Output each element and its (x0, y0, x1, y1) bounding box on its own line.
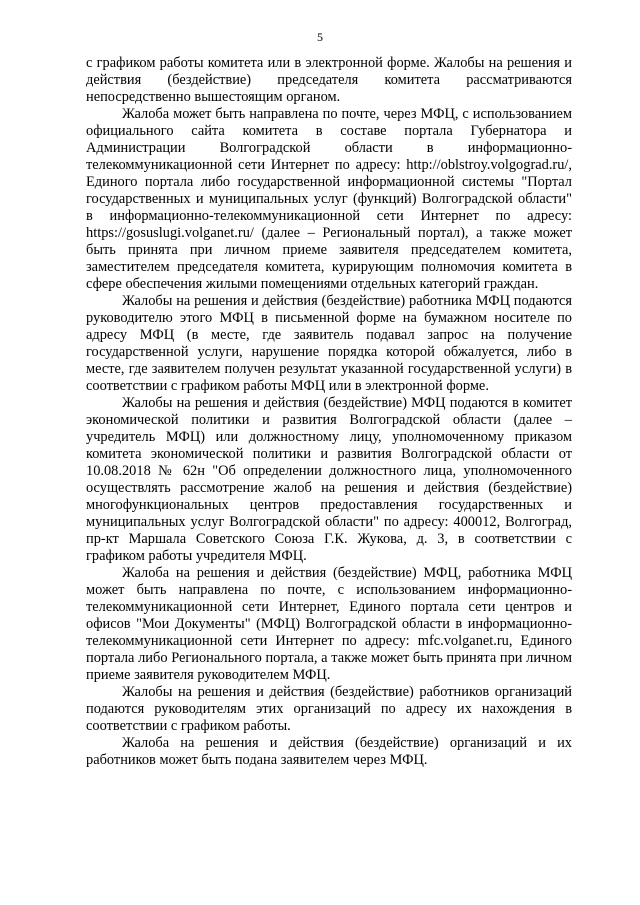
paragraph-2: Жалоба может быть направлена по почте, через МФЦ, с использованием официального сайта комитета в составе портала Губернатора и Администрации Волгоградской области в информационно-телекоммуникационной сети Интернет по адресу: http://oblstroy.volgograd.ru/, Единого портала либо государственной информационной системы "Портал государственных и муниципальных услуг (функций) Волгоградской области" в информационно-телекоммуникационной сети Интернет по адресу: https://gosuslugi.volganet.ru/ (далее – Региональный портал), а также может быть принята при личном приеме заявителя председателем комитета, заместителем председателя комитета, курирующим полномочия комитета в сфере обеспечения жилыми помещениями отдельных категорий граждан. (86, 106, 572, 292)
page-number: 5 (317, 30, 323, 44)
paragraph-6: Жалобы на решения и действия (бездействие) работников организаций подаются руководителям этих организаций по адресу их нахождения в соответствии с графиком работы. (86, 684, 572, 734)
paragraph-4: Жалобы на решения и действия (бездействие) МФЦ подаются в комитет экономической политики и развития Волгоградской области (далее – учредитель МФЦ) или должностному лицу, уполномоченному приказом комитета экономической политики и развития Волгоградской области от 10.08.2018 № 62н "Об определении должностного лица, уполномоченного осуществлять рассмотрение жалоб на решения и действия (бездействие) многофункциональных центров предоставления государственных и муниципальных услуг Волгоградской области" по адресу: 400012, Волгоград, пр-кт Маршала Советского Союза Г.К. Жукова, д. 3, в соответствии с графиком работы учредителя МФЦ. (86, 395, 572, 564)
paragraph-3: Жалобы на решения и действия (бездействие) работника МФЦ подаются руководителю этого МФЦ в письменной форме на бумажном носителе по адресу МФЦ (в месте, где заявитель подавал запрос на получение государственной услуги, нарушение порядка которой обжалуется, либо в месте, где заявителем получен результат указанной государственной услуги) в соответствии с графиком работы МФЦ или в электронной форме. (86, 293, 572, 394)
paragraph-5: Жалоба на решения и действия (бездействие) МФЦ, работника МФЦ может быть направлена по почте, с использованием информационно-телекоммуникационной сети Интернет, Единого портала сети центров и офисов "Мои Документы" (МФЦ) Волгоградской области в информационно-телекоммуникационной сети Интернет по адресу: mfc.volganet.ru, Единого портала либо Регионального портала, а также может быть принята при личном приеме заявителя руководителем МФЦ. (86, 565, 572, 683)
paragraph-1: с графиком работы комитета или в электронной форме. Жалобы на решения и действия (бездействие) председателя комитета рассматриваются непосредственно вышестоящим органом. (86, 55, 572, 105)
paragraph-7: Жалоба на решения и действия (бездействие) организаций и их работников может быть подана заявителем через МФЦ. (86, 735, 572, 768)
document-body (86, 55, 572, 769)
